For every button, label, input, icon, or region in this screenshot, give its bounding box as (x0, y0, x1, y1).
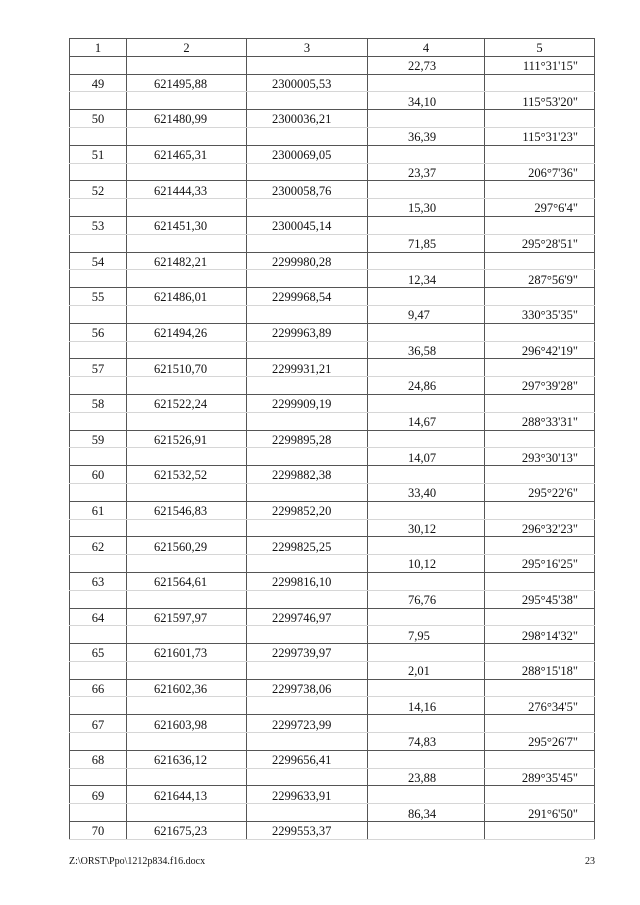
table-row (70, 679, 595, 697)
table-cell: 621636,12 (127, 750, 247, 768)
table-cell: 206°7'36" (485, 163, 595, 181)
table-cell: 2299816,10 (247, 572, 368, 590)
table-cell (127, 519, 247, 537)
table-cell: 621564,61 (127, 572, 247, 590)
table-cell: 74,83 (368, 733, 485, 751)
table-cell: 23,88 (368, 768, 485, 786)
table-cell: 621603,98 (127, 715, 247, 733)
table-cell: 287°56'9" (485, 270, 595, 288)
table-cell (247, 768, 368, 786)
table-cell (70, 377, 127, 395)
table-cell: 621451,30 (127, 216, 247, 234)
table-cell: 10,12 (368, 555, 485, 573)
table-cell (127, 412, 247, 430)
header-cell: 4 (368, 39, 485, 57)
table-row (70, 377, 595, 395)
table-cell (247, 199, 368, 217)
table-cell (485, 572, 595, 590)
table-cell: 621526,91 (127, 430, 247, 448)
table-cell (485, 822, 595, 840)
table-cell (247, 270, 368, 288)
table-cell (70, 768, 127, 786)
header-cell: 3 (247, 39, 368, 57)
table-cell: 36,39 (368, 127, 485, 145)
table-row (70, 110, 595, 128)
table-cell (247, 305, 368, 323)
table-cell: 621494,26 (127, 323, 247, 341)
table-cell: 22,73 (368, 56, 485, 74)
table-row (70, 572, 595, 590)
table-row (70, 305, 595, 323)
table-cell (70, 92, 127, 110)
table-cell (247, 555, 368, 573)
table-cell: 296°32'23" (485, 519, 595, 537)
table-cell (485, 679, 595, 697)
footer-file-path: Z:\ORST\Ppo\1212p834.f16.docx (69, 856, 206, 867)
table-cell (368, 679, 485, 697)
table-row (70, 74, 595, 92)
table-row (70, 92, 595, 110)
table-cell (247, 804, 368, 822)
table-cell: 621510,70 (127, 359, 247, 377)
table-cell: 289°35'45" (485, 768, 595, 786)
table-cell (247, 341, 368, 359)
table-cell (127, 661, 247, 679)
table-cell (70, 163, 127, 181)
table-cell: 56 (70, 323, 127, 341)
table-row (70, 501, 595, 519)
table-cell: 15,30 (368, 199, 485, 217)
table-cell: 51 (70, 145, 127, 163)
table-cell (70, 56, 127, 74)
table-cell (368, 145, 485, 163)
table-cell (70, 199, 127, 217)
table-cell (247, 697, 368, 715)
table-cell: 621522,24 (127, 394, 247, 412)
table-cell: 62 (70, 537, 127, 555)
table-cell: 14,16 (368, 697, 485, 715)
table-cell (70, 270, 127, 288)
table-cell: 58 (70, 394, 127, 412)
table-row (70, 537, 595, 555)
table-cell: 621444,33 (127, 181, 247, 199)
table-cell: 68 (70, 750, 127, 768)
table-cell: 12,34 (368, 270, 485, 288)
table-cell (70, 519, 127, 537)
table-cell: 115°31'23" (485, 127, 595, 145)
table-cell (127, 270, 247, 288)
table-cell (247, 590, 368, 608)
table-cell (485, 608, 595, 626)
table-cell: 55 (70, 288, 127, 306)
table-cell (70, 483, 127, 501)
header-cell: 1 (70, 39, 127, 57)
table-cell: 2300069,05 (247, 145, 368, 163)
table-row (70, 181, 595, 199)
table-cell (127, 377, 247, 395)
table-cell (247, 483, 368, 501)
table-cell (247, 448, 368, 466)
table-cell: 295°45'38" (485, 590, 595, 608)
table-cell: 295°26'7" (485, 733, 595, 751)
table-cell: 2299931,21 (247, 359, 368, 377)
table-cell (127, 590, 247, 608)
table-cell: 288°33'31" (485, 412, 595, 430)
table-cell (127, 804, 247, 822)
table-cell: 2299633,91 (247, 786, 368, 804)
table-cell (127, 92, 247, 110)
table-cell (247, 377, 368, 395)
table-cell: 2299656,41 (247, 750, 368, 768)
table-cell: 276°34'5" (485, 697, 595, 715)
table-row (70, 804, 595, 822)
table-cell: 621532,52 (127, 466, 247, 484)
table-cell (485, 145, 595, 163)
table-cell (70, 412, 127, 430)
table-cell: 30,12 (368, 519, 485, 537)
table-cell: 54 (70, 252, 127, 270)
table-cell: 2299825,25 (247, 537, 368, 555)
table-cell (485, 644, 595, 662)
table-cell: 33,40 (368, 483, 485, 501)
table-cell (127, 234, 247, 252)
table-body (70, 39, 595, 840)
table-row (70, 466, 595, 484)
table-cell (368, 252, 485, 270)
table-cell (485, 288, 595, 306)
header-cell: 5 (485, 39, 595, 57)
table-cell: 2,01 (368, 661, 485, 679)
table-row (70, 608, 595, 626)
footer-page-number: 23 (585, 856, 595, 867)
table-cell (127, 448, 247, 466)
table-cell: 621465,31 (127, 145, 247, 163)
table-row (70, 483, 595, 501)
table-cell (368, 715, 485, 733)
table-cell (485, 537, 595, 555)
table-cell (368, 394, 485, 412)
table-row (70, 644, 595, 662)
table-cell (368, 750, 485, 768)
table-cell (127, 483, 247, 501)
table-row (70, 430, 595, 448)
table-cell: 115°53'20" (485, 92, 595, 110)
table-cell: 71,85 (368, 234, 485, 252)
table-cell (485, 466, 595, 484)
table-cell (127, 163, 247, 181)
table-cell (485, 394, 595, 412)
table-cell: 67 (70, 715, 127, 733)
table-cell: 298°14'32" (485, 626, 595, 644)
table-cell: 2299852,20 (247, 501, 368, 519)
table-cell (127, 733, 247, 751)
table-cell (127, 56, 247, 74)
table-cell (247, 412, 368, 430)
table-cell (127, 341, 247, 359)
table-cell: 9,47 (368, 305, 485, 323)
table-cell: 288°15'18" (485, 661, 595, 679)
table-row (70, 216, 595, 234)
table-cell (70, 804, 127, 822)
table-cell (368, 608, 485, 626)
table-cell: 621560,29 (127, 537, 247, 555)
table-row (70, 270, 595, 288)
table-cell: 2300058,76 (247, 181, 368, 199)
table-cell (368, 181, 485, 199)
table-cell: 50 (70, 110, 127, 128)
table-cell (127, 555, 247, 573)
table-cell: 297°39'28" (485, 377, 595, 395)
table-row (70, 323, 595, 341)
table-cell (368, 216, 485, 234)
table-row (70, 733, 595, 751)
table-header-row (70, 39, 595, 57)
table-cell: 76,76 (368, 590, 485, 608)
table-cell (70, 626, 127, 644)
table-row (70, 394, 595, 412)
table-cell: 70 (70, 822, 127, 840)
table-cell (127, 199, 247, 217)
table-cell (247, 661, 368, 679)
table-cell (70, 661, 127, 679)
table-row (70, 590, 595, 608)
table-cell (70, 234, 127, 252)
table-cell (368, 359, 485, 377)
table-cell: 2299909,19 (247, 394, 368, 412)
table-cell (485, 786, 595, 804)
table-cell: 66 (70, 679, 127, 697)
table-cell (127, 127, 247, 145)
table-cell: 111°31'15" (485, 56, 595, 74)
table-row (70, 697, 595, 715)
table-cell: 2299723,99 (247, 715, 368, 733)
table-row (70, 412, 595, 430)
table-cell (247, 519, 368, 537)
table-row (70, 768, 595, 786)
table-cell (368, 537, 485, 555)
table-cell (368, 644, 485, 662)
table-cell (368, 110, 485, 128)
table-cell: 53 (70, 216, 127, 234)
table-cell: 2299553,37 (247, 822, 368, 840)
table-cell (485, 74, 595, 92)
table-cell (70, 555, 127, 573)
table-row (70, 626, 595, 644)
table-cell (247, 626, 368, 644)
table-cell: 295°16'25" (485, 555, 595, 573)
table-cell: 297°6'4" (485, 199, 595, 217)
table-row (70, 786, 595, 804)
table-cell (368, 288, 485, 306)
table-cell: 621644,13 (127, 786, 247, 804)
table-row (70, 750, 595, 768)
table-cell: 14,67 (368, 412, 485, 430)
table-cell: 2299963,89 (247, 323, 368, 341)
table-cell: 621486,01 (127, 288, 247, 306)
table-cell: 69 (70, 786, 127, 804)
table-cell: 330°35'35" (485, 305, 595, 323)
table-row (70, 145, 595, 163)
table-row (70, 822, 595, 840)
table-cell: 291°6'50" (485, 804, 595, 822)
table-cell (247, 92, 368, 110)
table-cell: 2299738,06 (247, 679, 368, 697)
table-cell: 64 (70, 608, 127, 626)
table-row (70, 341, 595, 359)
table-cell: 621480,99 (127, 110, 247, 128)
table-cell (485, 252, 595, 270)
table-cell: 2300045,14 (247, 216, 368, 234)
header-cell: 2 (127, 39, 247, 57)
table-cell: 52 (70, 181, 127, 199)
table-cell: 2300005,53 (247, 74, 368, 92)
table-row (70, 288, 595, 306)
table-cell: 621602,36 (127, 679, 247, 697)
table-cell (70, 341, 127, 359)
table-row (70, 555, 595, 573)
table-row (70, 661, 595, 679)
table-cell: 2299895,28 (247, 430, 368, 448)
table-cell (70, 697, 127, 715)
table-cell: 295°22'6" (485, 483, 595, 501)
table-cell: 36,58 (368, 341, 485, 359)
table-cell (70, 127, 127, 145)
table-cell (485, 430, 595, 448)
table-cell (368, 74, 485, 92)
table-row (70, 234, 595, 252)
table-cell (485, 323, 595, 341)
table-cell (247, 127, 368, 145)
table-cell: 60 (70, 466, 127, 484)
table-row (70, 519, 595, 537)
table-cell: 621601,73 (127, 644, 247, 662)
table-cell: 7,95 (368, 626, 485, 644)
table-cell: 2299968,54 (247, 288, 368, 306)
table-cell: 621546,83 (127, 501, 247, 519)
table-cell: 34,10 (368, 92, 485, 110)
table-row (70, 127, 595, 145)
table-cell (485, 750, 595, 768)
table-cell: 23,37 (368, 163, 485, 181)
table-row (70, 359, 595, 377)
table-cell: 14,07 (368, 448, 485, 466)
table-row (70, 199, 595, 217)
table-row (70, 448, 595, 466)
table-cell (368, 501, 485, 519)
table-cell (368, 572, 485, 590)
table-cell: 621482,21 (127, 252, 247, 270)
table-cell: 2299739,97 (247, 644, 368, 662)
table-cell: 63 (70, 572, 127, 590)
table-cell (485, 359, 595, 377)
table-cell (485, 181, 595, 199)
table-cell: 2299882,38 (247, 466, 368, 484)
table-cell (127, 626, 247, 644)
table-cell (368, 430, 485, 448)
table-cell (368, 323, 485, 341)
table-cell: 59 (70, 430, 127, 448)
table-cell: 49 (70, 74, 127, 92)
table-cell (70, 305, 127, 323)
table-cell (368, 466, 485, 484)
table-cell: 57 (70, 359, 127, 377)
table-cell (70, 448, 127, 466)
coordinates-table (69, 38, 595, 840)
table-row (70, 163, 595, 181)
table-cell (368, 786, 485, 804)
table-cell (485, 216, 595, 234)
table-cell: 65 (70, 644, 127, 662)
table-cell (368, 822, 485, 840)
table-cell: 2299980,28 (247, 252, 368, 270)
table-cell: 2300036,21 (247, 110, 368, 128)
table-cell (247, 733, 368, 751)
table-cell (127, 305, 247, 323)
table-cell: 295°28'51" (485, 234, 595, 252)
table-cell (70, 733, 127, 751)
table-row (70, 715, 595, 733)
table-cell (247, 163, 368, 181)
table-cell (70, 590, 127, 608)
table-row (70, 252, 595, 270)
table-cell: 24,86 (368, 377, 485, 395)
table-cell: 621597,97 (127, 608, 247, 626)
table-cell (127, 697, 247, 715)
table-cell: 86,34 (368, 804, 485, 822)
table-row (70, 56, 595, 74)
table-cell: 621495,88 (127, 74, 247, 92)
table-cell (485, 715, 595, 733)
table-cell (127, 768, 247, 786)
table-cell: 296°42'19" (485, 341, 595, 359)
table-cell: 61 (70, 501, 127, 519)
table-cell (485, 110, 595, 128)
table-cell (247, 234, 368, 252)
table-cell (485, 501, 595, 519)
table-cell (247, 56, 368, 74)
table-cell: 293°30'13" (485, 448, 595, 466)
table-cell: 621675,23 (127, 822, 247, 840)
table-cell: 2299746,97 (247, 608, 368, 626)
